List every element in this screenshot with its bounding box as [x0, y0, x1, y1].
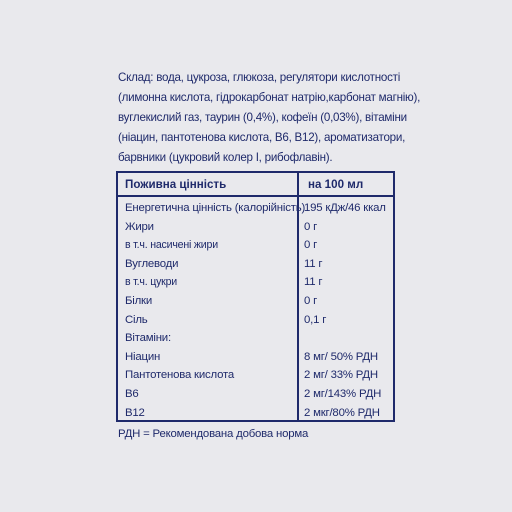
- table-row: [118, 199, 393, 218]
- nutrition-table-header: [118, 173, 393, 197]
- nutrient-name: Білки: [125, 294, 152, 307]
- nutrient-name: в т.ч. цукри: [125, 276, 178, 289]
- nutrient-name: Енергетична цінність (калорійність): [125, 202, 306, 214]
- table-row: [118, 236, 393, 255]
- nutrient-name: в т.ч. насичені жири: [125, 239, 218, 252]
- nutrient-name: Сіль: [125, 313, 148, 326]
- table-row: [118, 218, 393, 237]
- nutrient-value: 8 мг/ 50% РДН: [304, 350, 378, 363]
- nutrient-name: Вуглеводи: [125, 257, 179, 270]
- header-per-100ml-label: на 100 мл: [308, 178, 364, 191]
- table-row: [118, 273, 393, 292]
- nutrition-table: [116, 171, 395, 422]
- table-row: [118, 348, 393, 367]
- table-row: [118, 292, 393, 311]
- table-row: [118, 385, 393, 404]
- nutrition-rows: [118, 199, 393, 422]
- table-row: [118, 404, 393, 423]
- nutrient-value: 0 г: [304, 220, 318, 233]
- table-row: [118, 255, 393, 274]
- nutrient-name: B6: [125, 387, 139, 400]
- ingredients-line: (ніацин, пантотенова кислота, B6, B12), ароматизатори,: [118, 131, 406, 144]
- table-row: [118, 366, 393, 385]
- nutrient-name: Ніацин: [125, 350, 161, 363]
- nutrient-value: 0 г: [304, 294, 318, 307]
- nutrient-value: 2 мг/143% РДН: [304, 387, 382, 400]
- ingredients-line: (лимонна кислота, гідрокарбонат натрію,карбонат магнію),: [118, 91, 421, 104]
- ingredients-text: [118, 68, 421, 168]
- table-row: [118, 311, 393, 330]
- nutrient-value: 2 мкг/80% РДН: [304, 406, 380, 419]
- nutrient-name: Вітаміни:: [125, 332, 171, 345]
- rdn-footnote: РДН = Рекомендована добова норма: [118, 428, 309, 440]
- nutrient-name: B12: [125, 406, 145, 419]
- nutrient-value: 0 г: [304, 239, 318, 252]
- nutrient-name: Жири: [125, 220, 154, 233]
- ingredients-line: барвники (цукровий колер I, рибофлавін).: [118, 151, 333, 164]
- nutrient-value: 11 г: [304, 276, 323, 289]
- nutrient-value: 195 кДж/46 ккал: [304, 202, 386, 214]
- ingredients-line: вуглекислий газ, таурин (0,4%), кофеїн (0,03%), вітаміни: [118, 111, 407, 124]
- ingredients-line: Склад: вода, цукроза, глюкоза, регулятори кислотності: [118, 71, 401, 84]
- table-row: [118, 329, 393, 348]
- nutrient-value: 0,1 г: [304, 313, 327, 326]
- nutrient-name: Пантотенова кислота: [125, 369, 234, 382]
- header-nutrient-label: Поживна цінність: [125, 178, 227, 191]
- nutrient-value: 2 мг/ 33% РДН: [304, 369, 378, 382]
- nutrient-value: 11 г: [304, 257, 323, 270]
